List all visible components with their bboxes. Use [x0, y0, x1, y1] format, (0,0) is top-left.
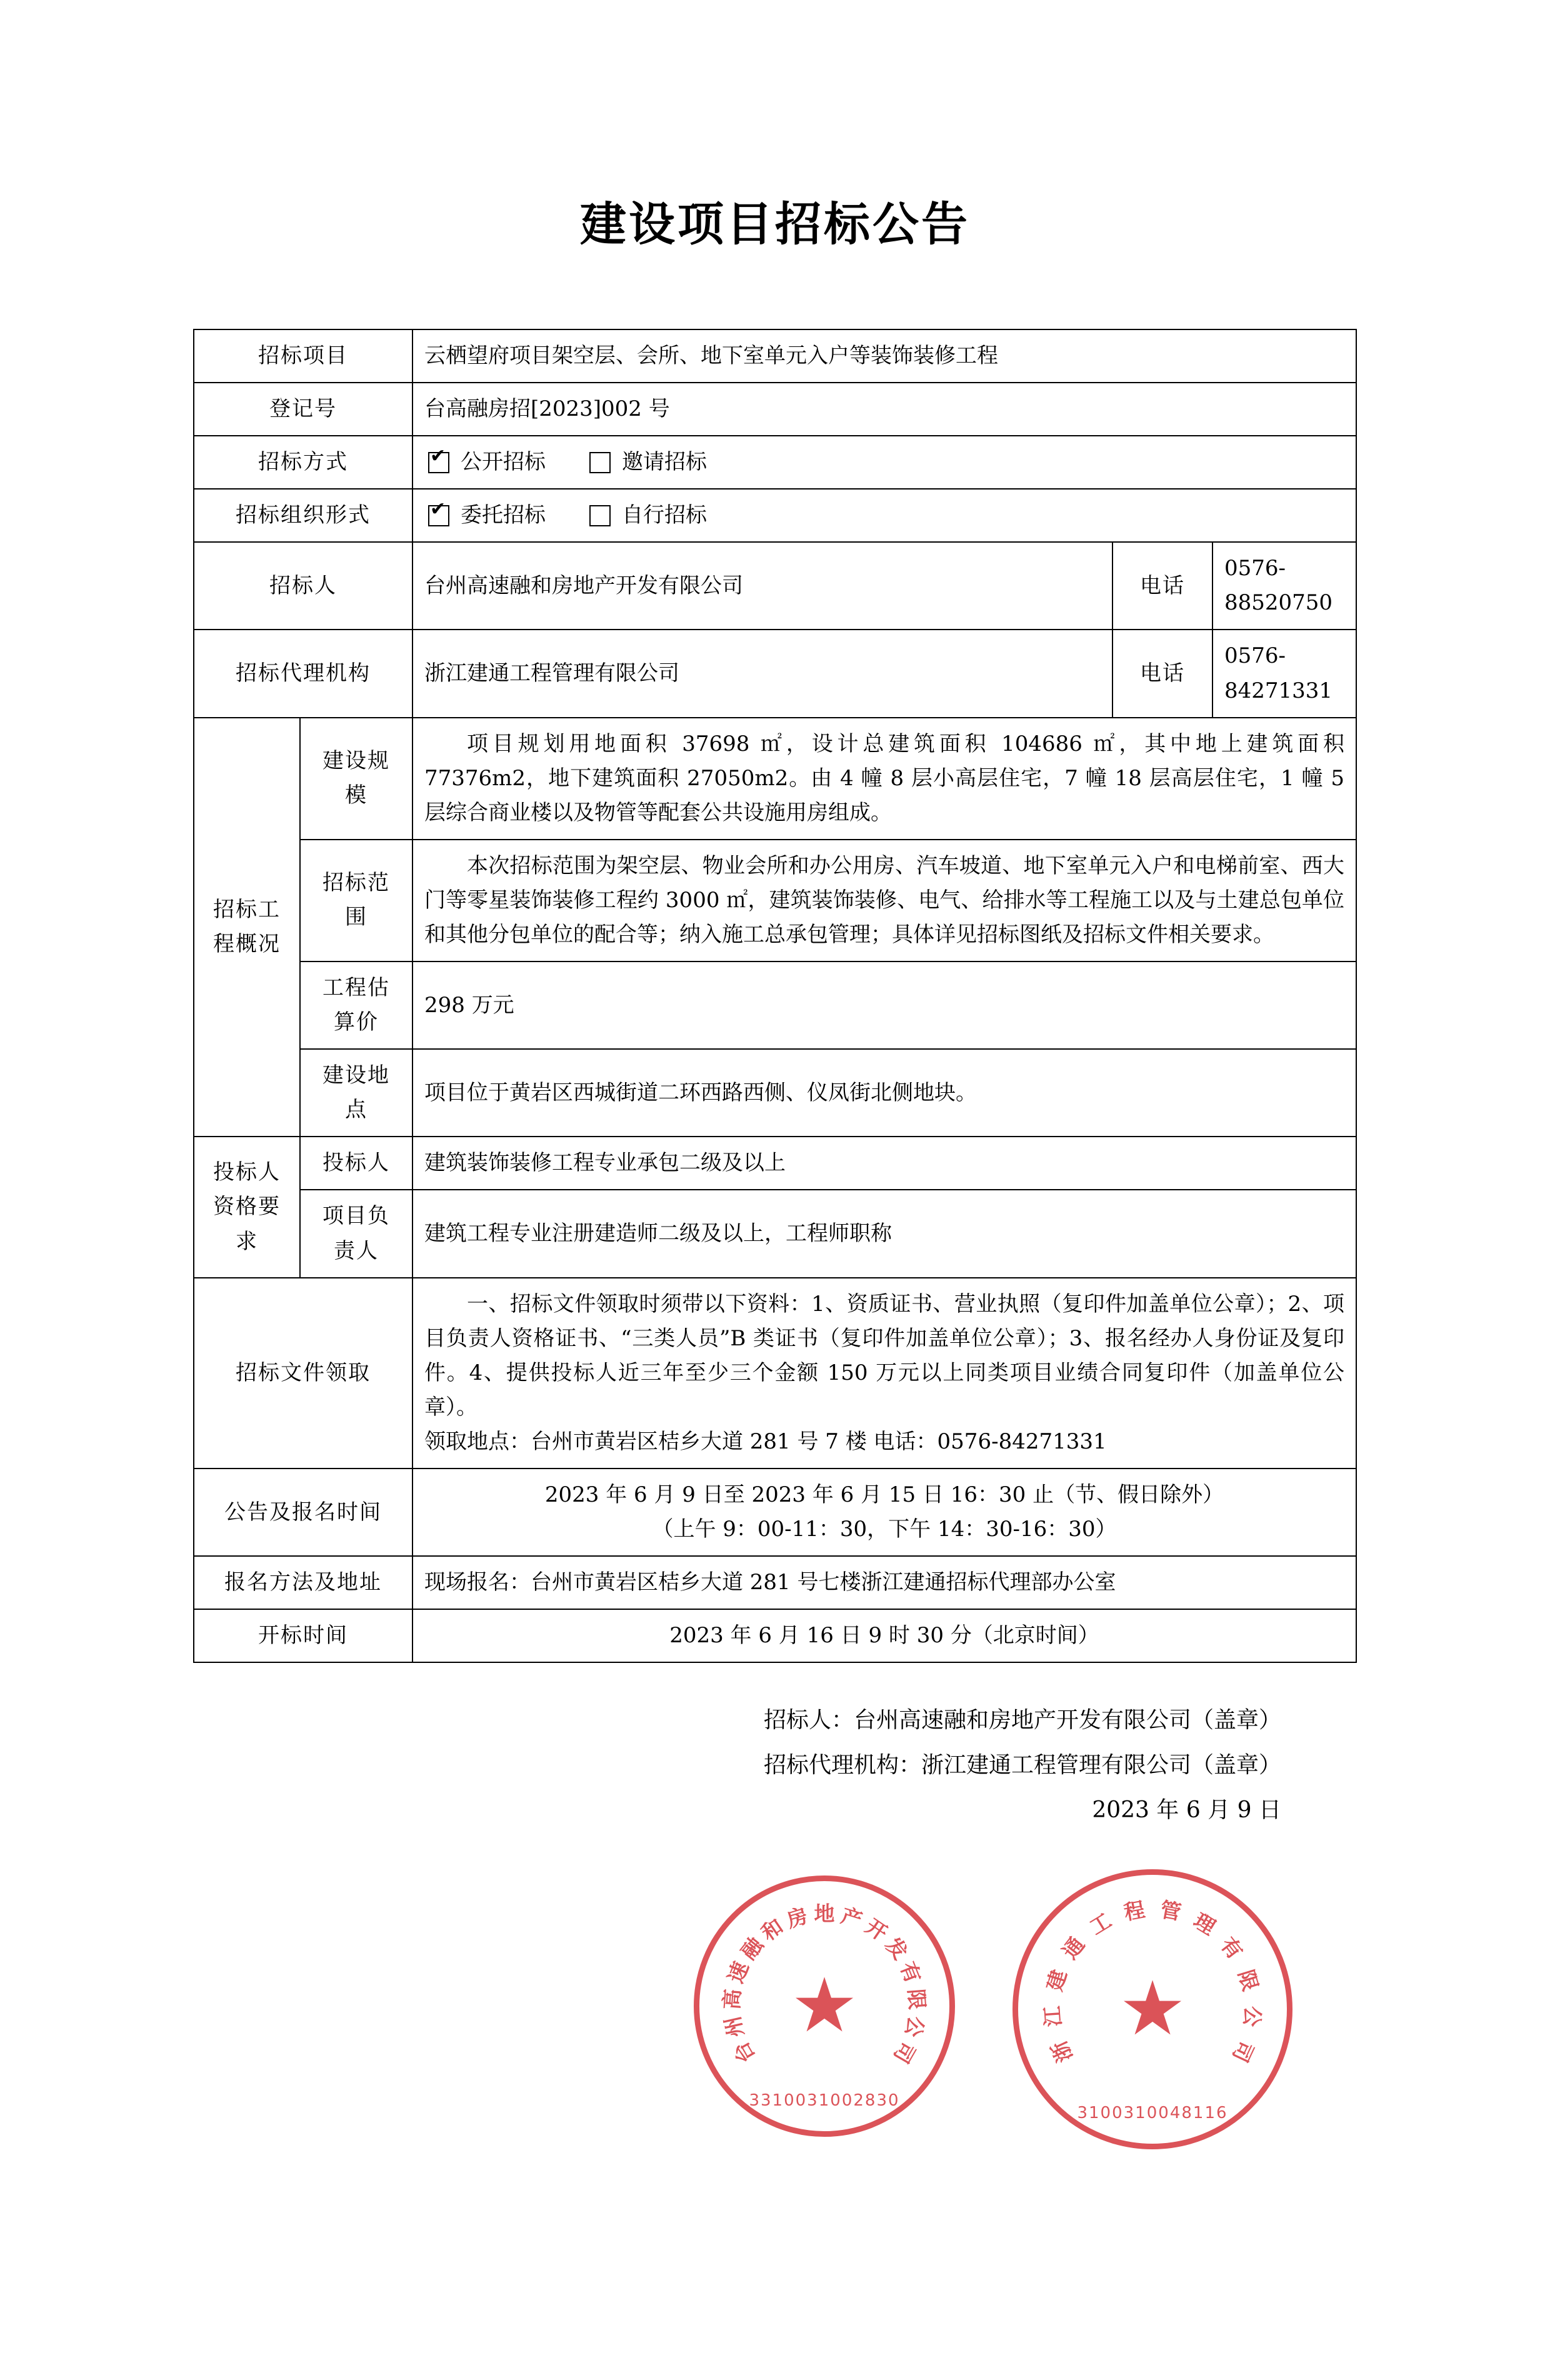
tenderer-seal-number: 3310031002830 — [749, 2091, 900, 2110]
tenderer-tel-label: 电话 — [1112, 542, 1212, 630]
table-row — [194, 436, 1356, 489]
table-row — [194, 489, 1356, 542]
table-row — [194, 1137, 1356, 1190]
scope-value-text: 本次招标范围为架空层、物业会所和办公用房、汽车坡道、地下室单元入户和电梯前室、西大门等零星装饰装修工程约 3000 ㎡，建筑装饰装修、电气、给排水等工程施工以及与土建总包单位和其他分包单位的配合等；纳入施工总承包管理；具体详见招标图纸及招标文件相关要求。 — [424, 853, 1345, 948]
agency-tel-label: 电话 — [1112, 630, 1212, 717]
checkbox-invited-tender[interactable] — [589, 452, 611, 473]
table-row — [194, 718, 1356, 840]
checkbox-public-tender[interactable] — [428, 452, 449, 473]
method-option1-label: 公开招标 — [460, 449, 546, 475]
signup-label: 报名方法及地址 — [194, 1556, 412, 1609]
notice-line-1: 2023 年 6 月 9 日至 2023 年 6 月 15 日 16：30 止（节、假日除外） — [544, 1482, 1224, 1508]
organization-label: 招标组织形式 — [194, 489, 412, 542]
tenderer-label: 招标人 — [194, 542, 412, 630]
notice-line-2: （上午 9：00-11：30，下午 14：30-16：30） — [652, 1517, 1117, 1542]
estimate-label: 工程估算价 — [300, 962, 412, 1049]
manager-label: 项目负责人 — [300, 1190, 412, 1277]
overview-label-text: 招标工程概况 — [212, 896, 281, 957]
scope-label: 招标范围 — [300, 840, 412, 962]
notice-value — [412, 1469, 1356, 1556]
location-label: 建设地点 — [300, 1049, 412, 1137]
organization-value — [412, 489, 1356, 542]
opening-value: 2023 年 6 月 16 日 9 时 30 分（北京时间） — [412, 1609, 1356, 1662]
table-row — [194, 1556, 1356, 1609]
manager-value: 建筑工程专业注册建造师二级及以上，工程师职称 — [412, 1190, 1356, 1277]
agency-value: 浙江建通工程管理有限公司 — [412, 630, 1112, 717]
method-label: 招标方式 — [194, 436, 412, 489]
table-row — [194, 840, 1356, 962]
table-row — [194, 1190, 1356, 1277]
tenderer-seal — [694, 1875, 955, 2137]
star-icon: ★ — [791, 1962, 858, 2049]
bidder-label: 投标人 — [300, 1137, 412, 1190]
scale-label: 建设规模 — [300, 718, 412, 840]
table-row — [194, 542, 1356, 630]
table-row — [194, 630, 1356, 717]
docs-value — [412, 1278, 1356, 1469]
scope-value — [412, 840, 1356, 962]
agency-seal-number: 3100310048116 — [1077, 2104, 1228, 2122]
agency-tel-value: 0576-84271331 — [1212, 630, 1356, 717]
tenderer-tel-value: 0576-88520750 — [1212, 542, 1356, 630]
overview-label — [194, 718, 300, 1137]
project-label: 招标项目 — [194, 329, 412, 383]
document-page — [0, 188, 1550, 2380]
opening-label: 开标时间 — [194, 1609, 412, 1662]
table-row — [194, 1469, 1356, 1556]
star-icon: ★ — [1119, 1966, 1186, 2052]
project-value: 云栖望府项目架空层、会所、地下室单元入户等装饰装修工程 — [412, 329, 1356, 383]
agency-seal-arc-text: 浙 江 建 通 工 程 管 理 有 限 公 司 — [1039, 1897, 1266, 2066]
tenderer-seal-arc-text: 台 州 高 速 融 和 房 地 产 开 发 有 限 公 司 — [719, 1901, 930, 2068]
docs-value-text: 一、招标文件领取时须带以下资料：1、资质证书、营业执照（复印件加盖单位公章）；2、项目负责人资格证书、“三类人员”B 类证书（复印件加盖单位公章）；3、报名经办人身份证及复印件。4、提供投标人近三年至少三个金额 150 万元以上同类项目业绩合同复印件（加盖单位公章）。 — [424, 1291, 1345, 1420]
checkbox-entrusted-tender[interactable] — [428, 505, 449, 526]
notice-label: 公告及报名时间 — [194, 1469, 412, 1556]
table-row — [194, 329, 1356, 383]
qualification-label-text: 投标人资格要求 — [212, 1160, 281, 1254]
estimate-value: 298 万元 — [412, 962, 1356, 1049]
qualification-label — [194, 1137, 300, 1277]
signature-line-1: 招标人：台州高速融和房地产开发有限公司（盖章） — [763, 1707, 1281, 1734]
signature-line-2: 招标代理机构：浙江建通工程管理有限公司（盖章） — [763, 1752, 1281, 1779]
table-row — [194, 383, 1356, 436]
table-row — [194, 962, 1356, 1049]
agency-seal — [1012, 1869, 1292, 2149]
scale-value — [412, 718, 1356, 840]
location-value: 项目位于黄岩区西城街道二环西路西侧、仪凤街北侧地块。 — [412, 1049, 1356, 1137]
org-option2-label: 自行招标 — [621, 503, 707, 528]
checkbox-self-tender[interactable] — [589, 505, 611, 526]
registration-label: 登记号 — [194, 383, 412, 436]
signature-date: 2023 年 6 月 9 日 — [1092, 1797, 1281, 1824]
org-option1-label: 委托招标 — [460, 503, 546, 528]
method-option2-label: 邀请招标 — [621, 449, 707, 475]
registration-value: 台高融房招[2023]002 号 — [412, 383, 1356, 436]
tender-notice-table — [193, 329, 1357, 1663]
method-value — [412, 436, 1356, 489]
table-row — [194, 1049, 1356, 1137]
docs-label: 招标文件领取 — [194, 1278, 412, 1469]
docs-pickup-line: 领取地点：台州市黄岩区桔乡大道 281 号 7 楼 电话：0576-84271331 — [424, 1429, 1107, 1454]
table-row — [194, 1609, 1356, 1662]
signature-block — [194, 1698, 1356, 1833]
agency-label: 招标代理机构 — [194, 630, 412, 717]
signup-value: 现场报名：台州市黄岩区桔乡大道 281 号七楼浙江建通招标代理部办公室 — [412, 1556, 1356, 1609]
scale-value-text: 项目规划用地面积 37698 ㎡，设计总建筑面积 104686 ㎡，其中地上建筑面积 77376m2，地下建筑面积 27050m2。由 4 幢 8 层小高层住宅，7 幢 18 层高层住宅，1 幢 5 层综合商业楼以及物管等配套公共设施用房组成。 — [424, 731, 1345, 825]
tenderer-value: 台州高速融和房地产开发有限公司 — [412, 542, 1112, 630]
bidder-value: 建筑装饰装修工程专业承包二级及以上 — [412, 1137, 1356, 1190]
table-row — [194, 1278, 1356, 1469]
page-title: 建设项目招标公告 — [580, 198, 970, 251]
